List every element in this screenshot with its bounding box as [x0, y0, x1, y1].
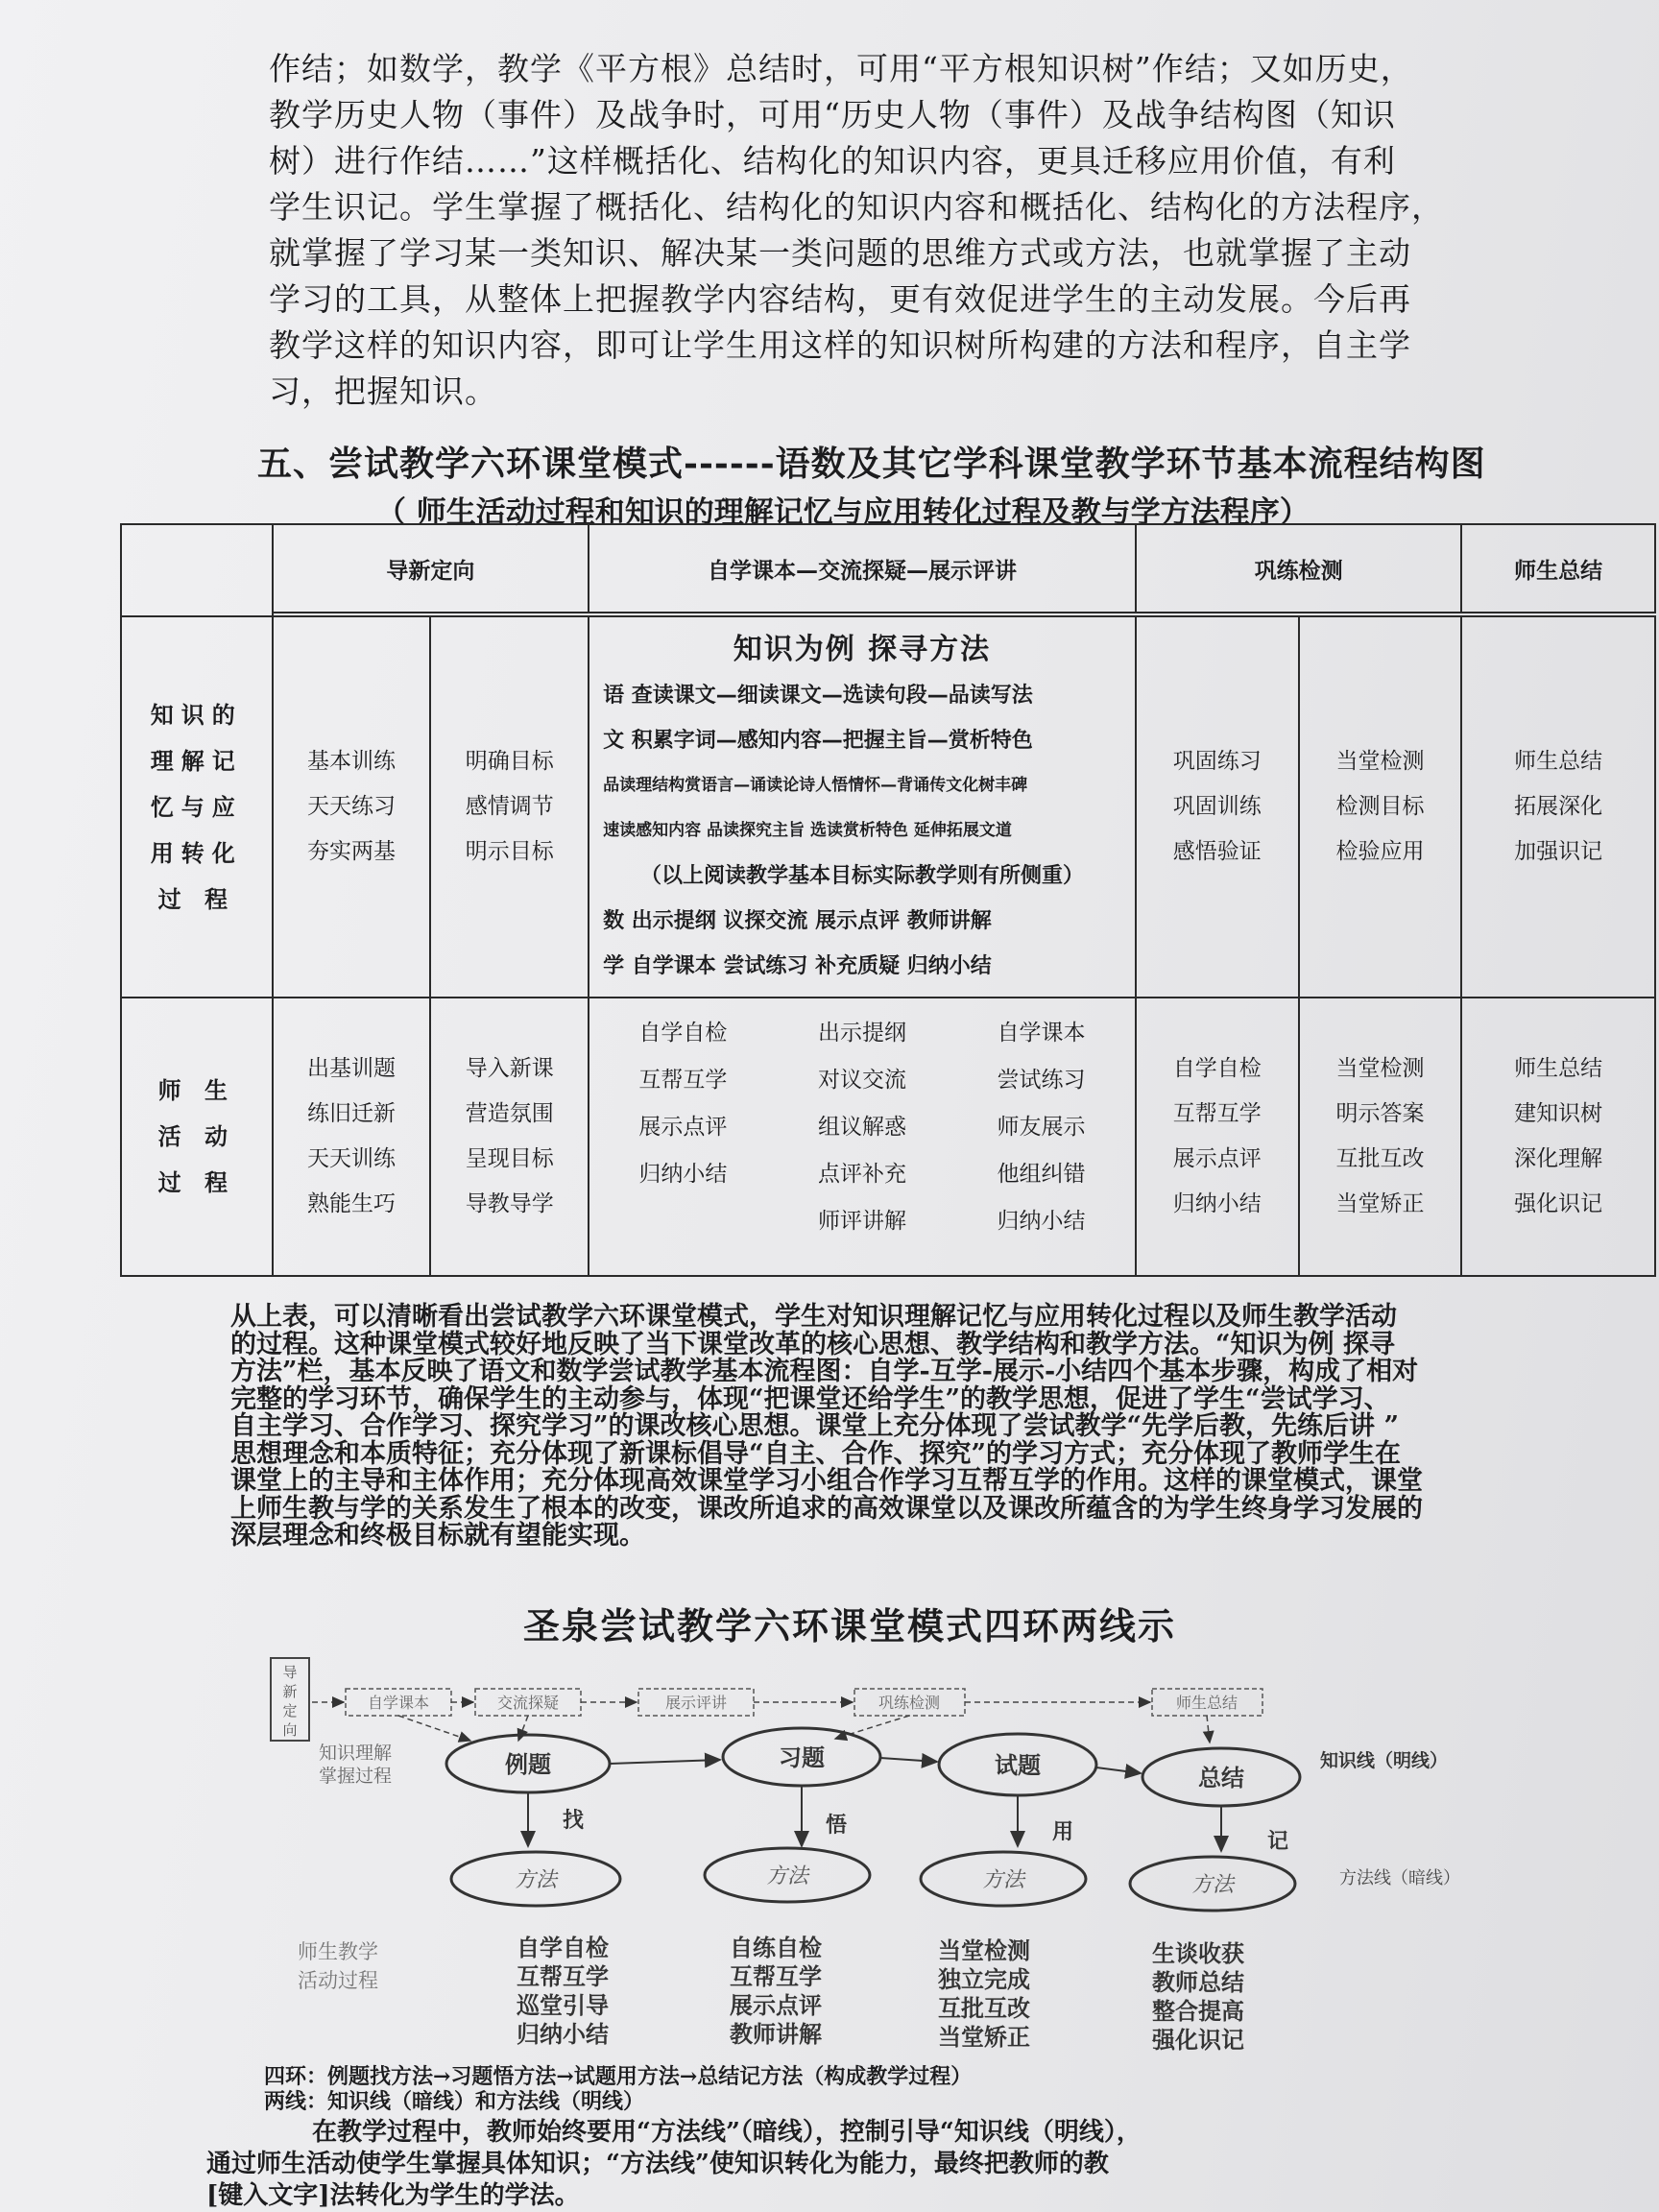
text-line: 方法”栏，基本反映了语文和数学尝试教学基本流程图：自学-互学-展示-小结四个基本步骤，构成了相对	[230, 1357, 1419, 1386]
flow-structure-table	[120, 523, 1656, 1277]
corner-cell	[121, 524, 273, 616]
knowledge-process-label: 知识理解	[319, 1743, 393, 1764]
table-cell: 出基训题 练旧迁新 天天训练 熟能生巧	[273, 998, 431, 1276]
svg-text:巡堂引导: 巡堂引导	[517, 1992, 609, 2019]
text-line: 从上表，可以清晰看出尝试教学六环课堂模式，学生对知识理解记忆与应用转化过程以及师生教学活动	[230, 1302, 1397, 1332]
svg-text:找: 找	[563, 1809, 585, 1833]
intro-paragraph	[269, 46, 1444, 415]
svg-text:定: 定	[282, 1702, 298, 1719]
method-line-label: 方法线（暗线）	[1339, 1868, 1460, 1888]
svg-text:导: 导	[282, 1664, 298, 1681]
diagram-title: 圣泉尝试教学六环课堂模式四环两线示	[523, 1604, 1177, 1647]
svg-text:当堂检测: 当堂检测	[938, 1937, 1030, 1964]
svg-text:强化识记: 强化识记	[1152, 2027, 1244, 2054]
svg-text:新: 新	[282, 1683, 298, 1700]
table-cell: 明确目标 感情调节 明示目标	[430, 616, 589, 998]
table-cell: 师生总结 建知识树 深化理解 强化识记	[1461, 998, 1655, 1276]
svg-text:方法: 方法	[981, 1868, 1025, 1892]
svg-text:互帮互学: 互帮互学	[730, 1963, 822, 1990]
table-cell: 当堂检测 明示答案 互批互改 当堂矫正	[1299, 998, 1462, 1276]
text-line: 两线：知识线（暗线）和方法线（明线）	[264, 2089, 645, 2114]
svg-text:习题: 习题	[779, 1744, 825, 1771]
text-line: 在教学过程中，教师始终要用“方法线”（暗线），控制引导“知识线（明线），	[312, 2118, 1142, 2147]
closing-paragraph	[206, 2117, 1142, 2212]
svg-text:互帮互学: 互帮互学	[517, 1963, 609, 1990]
svg-text:记: 记	[1267, 1830, 1289, 1854]
knowledge-line-label: 知识线（明线）	[1320, 1750, 1449, 1771]
text-line: 学习的工具，从整体上把握教学内容结构，更有效促进学生的主动发展。今后再	[269, 280, 1411, 318]
svg-text:向: 向	[282, 1721, 298, 1739]
text-line: [键入文字]法转化为学生的学法。	[206, 2181, 580, 2210]
text-line: 的过程。这种课堂模式较好地反映了当下课堂改革的核心思想、教学结构和教学方法。“知识为例 探寻	[230, 1329, 1395, 1359]
header-cell: 师生总结	[1461, 524, 1655, 613]
summary-paragraph	[230, 1304, 1423, 1551]
header-cell: 巩练检测	[1136, 524, 1462, 613]
text-line: 学生识记。学生掌握了概括化、结构化的知识内容和概括化、结构化的方法程序，	[269, 188, 1444, 226]
svg-text:总结: 总结	[1198, 1765, 1244, 1791]
top-box-label: 自学课本	[367, 1694, 430, 1712]
svg-text:生谈收获: 生谈收获	[1152, 1940, 1244, 1967]
header-cell: 自学课本—交流探疑—展示评讲	[589, 524, 1136, 613]
method-cell: 知识为例 探寻方法 语 查读课文—细读课文—选读句段—品读写法 文 积累字词—感知内容—把握主旨—赏析特色 品读理结构赏语言—诵读论诗人悟情怀—背诵传文化树丰碑 速读感知内容 品读探究主旨 选读赏析特色 延伸拓展文道 （以上阅读教学基本目标实际教学则有所侧重） 数 出示提纲 议探交流 展示点评 教师讲解 学 自学课本 尝试练习 补充质疑 归纳小结	[589, 616, 1136, 998]
diagram-footnote	[264, 2064, 972, 2114]
section-subtitle: （ 师生活动过程和知识的理解记忆与应用转化过程及教与学方法程序）	[376, 495, 1310, 530]
table-row	[121, 616, 1655, 998]
svg-text:整合提高: 整合提高	[1152, 1998, 1244, 2025]
svg-text:悟: 悟	[826, 1814, 848, 1838]
start-box	[271, 1658, 309, 1741]
top-box-label: 巩练检测	[878, 1694, 941, 1712]
text-line: 完整的学习环节，确保学生的主动参与，体现“把课堂还给学生”的教学思想，促进了学生“尝试学习、	[230, 1383, 1390, 1414]
svg-text:自练自检: 自练自检	[730, 1935, 822, 1961]
svg-text:例题: 例题	[505, 1751, 551, 1778]
svg-text:活动过程: 活动过程	[298, 1969, 378, 1992]
section-title: 五、尝试教学六环课堂模式------语数及其它学科课堂教学环节基本流程结构图	[257, 444, 1486, 484]
table-cell: 基本训练 天天练习 夯实两基	[273, 616, 431, 998]
text-line: 树）进行作结……”这样概括化、结构化的知识内容，更具迁移应用价值，有利	[269, 142, 1396, 180]
svg-text:当堂矫正: 当堂矫正	[938, 2024, 1030, 2051]
text-line: 课堂上的主导和主体作用；充分体现高效课堂学习小组合作学习互帮互学的作用。这样的课堂模式，课堂	[230, 1466, 1423, 1496]
svg-text:方法: 方法	[765, 1864, 809, 1888]
table-row	[121, 998, 1655, 1276]
svg-text:方法: 方法	[1190, 1873, 1235, 1897]
row-label-activity: 师 生 活 动 过 程	[121, 998, 273, 1276]
text-line: 教学历史人物（事件）及战争时，可用“历史人物（事件）及战争结构图（知识	[269, 96, 1396, 133]
top-box-label: 展示评讲	[664, 1694, 728, 1712]
text-line: 习，把握知识。	[269, 373, 497, 410]
text-line: 思想理念和本质特征；充分体现了新课标倡导“自主、合作、探究”的学习方式；充分体现了教师学生在	[230, 1438, 1402, 1469]
text-line: 通过师生活动使学生掌握具体知识；“方法线”使知识转化为能力，最终把教师的教	[206, 2150, 1109, 2178]
row-label-knowledge: 知识的 理解记 忆与应 用转化 过 程	[121, 616, 273, 998]
svg-text:自学自检: 自学自检	[517, 1935, 609, 1961]
svg-text:展示点评: 展示点评	[730, 1992, 822, 2019]
text-line: 自主学习、合作学习、探究学习”的课改核心思想。课堂上充分体现了尝试教学“先学后教，先练后讲 ”	[230, 1411, 1399, 1441]
text-line: 作结；如数学，教学《平方根》总结时，可用“平方根知识树”作结；又如历史，	[269, 50, 1413, 87]
svg-text:教师总结: 教师总结	[1152, 1969, 1244, 1996]
table-cell: 师生总结 拓展深化 加强识记	[1461, 616, 1655, 998]
method-cell-title: 知识为例 探寻方法	[733, 633, 992, 666]
activity-label: 师生教学	[298, 1940, 378, 1963]
text-line: 上师生教与学的关系发生了根本的改变，课改所追求的高效课堂以及课改所蕴含的为学生终身学习发展的	[230, 1493, 1423, 1524]
four-rings-two-lines-diagram	[259, 1656, 1536, 2059]
table-cell: 巩固练习 巩固训练 感悟验证	[1136, 616, 1299, 998]
svg-text:掌握过程: 掌握过程	[319, 1766, 393, 1787]
table-cell: 导入新课 营造氛围 呈现目标 导教导学	[430, 998, 589, 1276]
svg-text:独立完成: 独立完成	[938, 1966, 1030, 1993]
svg-text:方法: 方法	[514, 1868, 558, 1892]
table-cell: 自学自检 互帮互学 展示点评 归纳小结 出示提纲 对议交流 组议解惑 点评补充 师评讲解 自学课本 尝试练习 师友展示 他组纠错 归纳小结	[589, 998, 1136, 1276]
svg-text:归纳小结: 归纳小结	[517, 2021, 609, 2048]
table-cell: 当堂检测 检测目标 检验应用	[1299, 616, 1462, 998]
svg-text:教师讲解: 教师讲解	[730, 2021, 822, 2048]
svg-text:试题: 试题	[995, 1752, 1041, 1779]
text-line: 教学这样的知识内容，即可让学生用这样的知识树所构建的方法和程序，自主学	[269, 326, 1411, 364]
svg-text:用: 用	[1052, 1820, 1074, 1844]
text-line: 深层理念和终极目标就有望能实现。	[230, 1521, 645, 1551]
table-header-row	[121, 524, 1655, 613]
text-line: 四环：例题找方法→习题悟方法→试题用方法→总结记方法（构成教学过程）	[264, 2064, 973, 2089]
top-box-label: 交流探疑	[496, 1694, 560, 1712]
activity-columns	[517, 1935, 1244, 2054]
text-line: 就掌握了学习某一类知识、解决某一类问题的思维方式或方法，也就掌握了主动	[269, 234, 1411, 272]
header-cell: 导新定向	[273, 524, 589, 613]
top-box-label: 师生总结	[1175, 1694, 1238, 1712]
table-cell: 自学自检 互帮互学 展示点评 归纳小结	[1136, 998, 1299, 1276]
svg-text:互批互改: 互批互改	[938, 1995, 1030, 2022]
